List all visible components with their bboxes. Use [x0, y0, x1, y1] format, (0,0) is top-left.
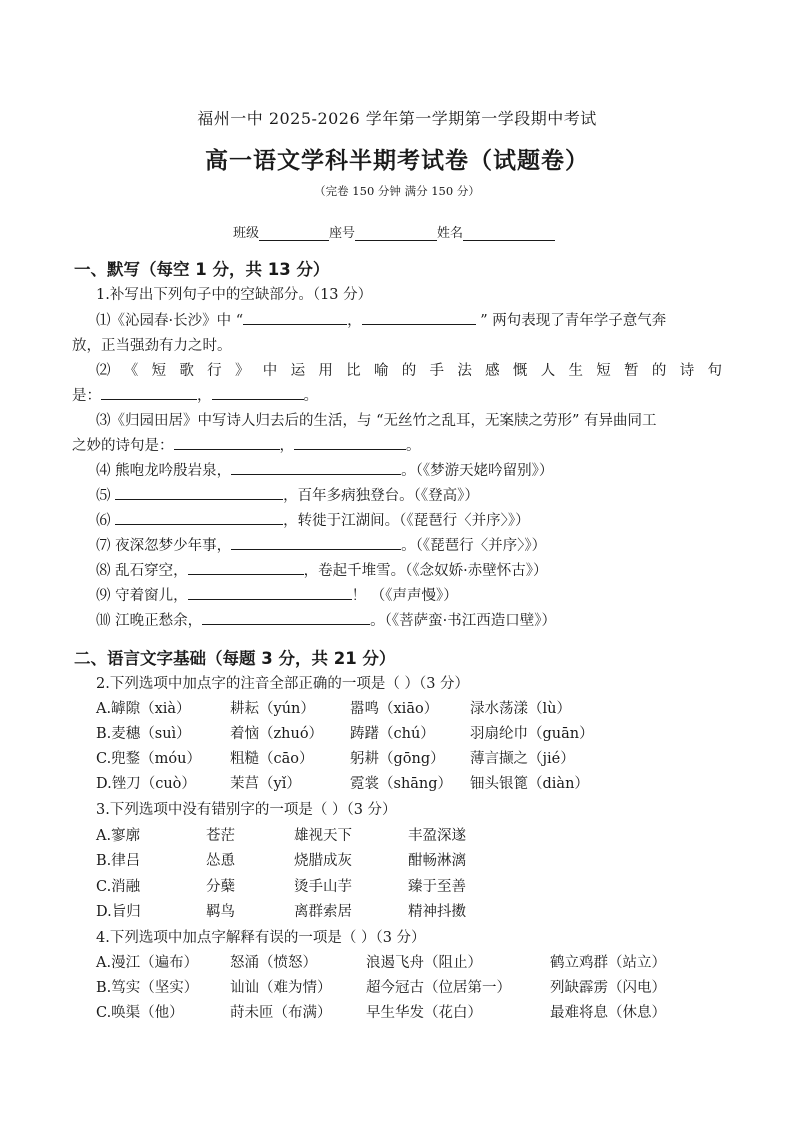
q1-item-1-line-1: ⑴《沁园春·长沙》中 “ ， ” 两句表现了青年学子意气奔 [96, 313, 667, 329]
name-blank[interactable] [463, 226, 555, 241]
q1-item-6: ⑹ ，转徙于江湖间。（《琵琶行〈并序〉》） [96, 513, 530, 529]
answer-blank[interactable] [231, 461, 401, 475]
question-4-stem: 4.下列选项中加点字解释有误的一项是（ ）（3 分） [96, 930, 426, 946]
q1-item-3-line-2: 之妙的诗句是： ， 。 [72, 438, 421, 454]
q1-item-3-line-1: ⑶《归园田居》中写诗人归去后的生活，与 “无丝竹之乱耳，无案牍之劳形” 有异曲同工 [96, 413, 657, 429]
student-info-line [233, 222, 555, 241]
exam-page: 福州一中 2025-2026 学年第一学期第一学段期中考试 高一语文学科半期考试卷（试题卷） （完卷 150 分钟 满分 150 分） 班级 座号 姓名 一、默写（每空 1 分，共 13 分） 1.补写出下列句子中的空缺部分。（13 分） ⑴《沁园春·长沙》中 “ ， ” 两句表现了青年学子意气奔 放，正当强劲有力之时。 ⑵ 《 短 歌 行 》 中 运 用 比 喻 的 手 法 感 慨 人 生 短 暂 的 诗 句 是： ， 。 ⑶《归园田居》中写诗人归去后的生活，与 “无丝竹之乱耳，无案牍之劳形” 有异曲同工 之妙的诗句是： ， 。 ⑷ 熊咆龙吟殷岩泉， 。（《梦游天姥吟留别》） ⑸ ，百年多病独登台。（《登高》） ⑹ ，转徙于江湖间。（《琵琶行〈并序〉》） ⑺ 夜深忽梦少年事， 。（《琵琶行〈并序〉》） ⑻ 乱石穿空， ，卷起千堆雪。（《念奴娇·赤壁怀古》） ⑼ 守着窗儿， ！ （《声声慢》） ⑽ 江晚正愁余， 。（《菩萨蛮·书江西造口壁》） 二、语言文字基础（每题 3 分，共 21 分） 2.下列选项中加点字的注音全部正确的一项是（ ）（3 分） A.罅隙（xià） 耕耘（yún） 嚣鸣（xiāo） 渌水荡漾（lù） B.麦穗（suì） 着恼（zhuó） 踌躇（chú） 羽扇纶巾（guān） C.兜鍪（móu） 粗糙（cāo） 躬耕（gōng） 薄言撷之（jié） D.锉刀（cuò） 茉莒（yǐ） 霓裳（shāng） 钿头银篦（diàn） 3.下列选项中没有错别字的一项是（ ）（3 分） A.寥廓 苍茫 雄视天下 丰盈深遂 B.律吕 怂恿 烧腊成灰 酣畅淋漓 C.消融 分蘖 烫手山芋 臻于至善 D.旨归 羁鸟 离群索居 精神抖擞 4.下列选项中加点字解释有误的一项是（ ）（3 分） A.漫江（遍布） 怒涌（愤怒） 浪遏飞舟（阻止） 鹤立鸡群（站立） B.笃实（坚实） 讪讪（难为情） 超今冠古（位居第一） 列缺霹雳（闪电） C.唤渠（他） 莳未匝（布满） 早生华发（花白） 最难将息（休息） [0, 0, 794, 1123]
section-heading-dictation: 一、默写（每空 1 分，共 13 分） [74, 260, 330, 279]
q1-item-4: ⑷ 熊咆龙吟殷岩泉， 。（《梦游天姥吟留别》） [96, 463, 554, 479]
page-title: 高一语文学科半期考试卷（试题卷） [205, 148, 589, 174]
q1-item-9: ⑼ 守着窗儿， ！ （《声声慢》） [96, 588, 458, 604]
answer-blank[interactable] [115, 511, 283, 525]
question-1-stem: 1.补写出下列句子中的空缺部分。（13 分） [96, 287, 373, 303]
q1-item-5: ⑸ ，百年多病独登台。（《登高》） [96, 488, 479, 504]
class-blank[interactable] [259, 226, 329, 241]
answer-blank[interactable] [115, 486, 283, 500]
q1-item-1-line-2: 放，正当强劲有力之时。 [72, 338, 232, 354]
q1-item-2-line-1: ⑵ 《 短 歌 行 》 中 运 用 比 喻 的 手 法 感 慨 人 生 短 暂 的 诗 句 [96, 363, 722, 379]
seat-blank[interactable] [355, 226, 437, 241]
answer-blank[interactable] [174, 436, 280, 450]
answer-blank[interactable] [294, 436, 406, 450]
answer-blank[interactable] [188, 561, 304, 575]
answer-blank[interactable] [231, 536, 401, 550]
answer-blank[interactable] [101, 386, 197, 400]
q1-item-7: ⑺ 夜深忽梦少年事， 。（《琵琶行〈并序〉》） [96, 538, 547, 554]
section-heading-language-basics: 二、语言文字基础（每题 3 分，共 21 分） [74, 649, 396, 668]
question-2-stem: 2.下列选项中加点字的注音全部正确的一项是（ ）（3 分） [96, 676, 470, 692]
question-3-stem: 3.下列选项中没有错别字的一项是（ ）（3 分） [96, 802, 397, 818]
seat-label: 座号 [329, 226, 356, 241]
q1-item-8: ⑻ 乱石穿空， ，卷起千堆雪。（《念奴娇·赤壁怀古》） [96, 563, 548, 579]
q1-item-10: ⑽ 江晚正愁余， 。（《菩萨蛮·书江西造口壁》） [96, 613, 556, 629]
answer-blank[interactable] [362, 311, 476, 325]
q1-item-2-line-2: 是： ， 。 [72, 388, 318, 404]
name-label: 姓名 [437, 226, 464, 241]
answer-blank[interactable] [212, 386, 304, 400]
school-exam-line: 福州一中 2025-2026 学年第一学期第一学段期中考试 [197, 109, 597, 128]
answer-blank[interactable] [243, 311, 347, 325]
class-label: 班级 [233, 226, 260, 241]
answer-blank[interactable] [202, 611, 370, 625]
answer-blank[interactable] [188, 586, 352, 600]
exam-subtitle: （完卷 150 分钟 满分 150 分） [314, 184, 480, 198]
